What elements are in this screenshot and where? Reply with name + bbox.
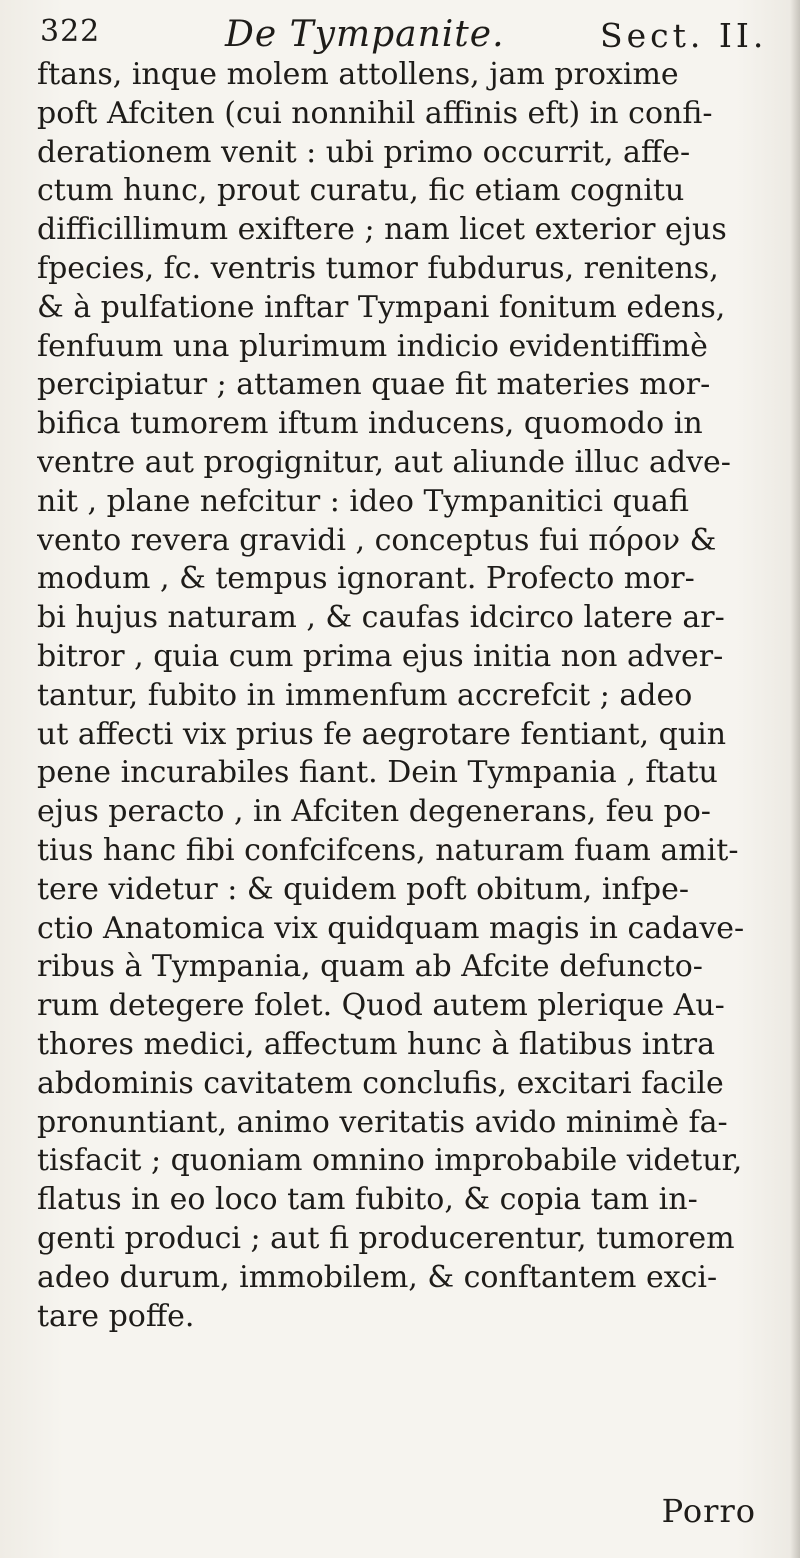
page-number: 322: [40, 14, 101, 49]
text-line: tere videtur : & quidem poft obitum, infpe-: [37, 871, 689, 907]
text-line: tisfacit ; quoniam omnino improbabile videtur,: [37, 1143, 743, 1179]
text-line: modum , & tempus ignorant. Profecto mor-: [37, 561, 695, 597]
text-line: vento revera gravidi , conceptus fui πόρον &: [37, 522, 717, 558]
text-line: bifica tumorem iftum inducens, quomodo in: [37, 406, 703, 442]
text-line: poft Afciten (cui nonnihil affinis eft) in confi-: [37, 95, 713, 131]
text-line: flatus in eo loco tam fubito, & copia tam in-: [37, 1182, 698, 1218]
text-line: fpecies, fc. ventris tumor fubdurus, renitens,: [37, 250, 719, 286]
text-line: ribus à Tympania, quam ab Afcite defuncto-: [37, 949, 703, 985]
text-line: percipiatur ; attamen quae fit materies mor-: [37, 367, 711, 403]
text-line: nit , plane nefcitur : ideo Tympanitici quafi: [37, 483, 689, 519]
text-line: tantur, fubito in immenfum accrefcit ; adeo: [37, 677, 693, 713]
text-line: adeo durum, immobilem, & conftantem exci-: [37, 1259, 718, 1295]
text-line: difficillimum exiftere ; nam licet exterior ejus: [37, 212, 727, 248]
text-line: tare poffe.: [37, 1298, 195, 1334]
body-text: [37, 56, 777, 1336]
text-line: ventre aut progignitur, aut aliunde illuc adve-: [37, 444, 731, 480]
text-line: rum detegere folet. Quod autem plerique Au-: [37, 988, 725, 1024]
text-line: ctum hunc, prout curatu, fic etiam cognitu: [37, 173, 685, 209]
text-line: & à pulfatione inftar Tympani fonitum edens,: [37, 289, 726, 325]
text-line: ctio Anatomica vix quidquam magis in cadave-: [37, 910, 745, 946]
text-line: fenfuum una plurimum indicio evidentiffimè: [37, 328, 708, 364]
text-line: tius hanc fibi confcifcens, naturam fuam amit-: [37, 832, 739, 868]
text-line: ftans, inque molem attollens, jam proxime: [37, 57, 679, 92]
text-line: bi hujus naturam , & caufas idcirco latere ar-: [37, 600, 725, 636]
text-line: bitror , quia cum prima ejus initia non adver-: [37, 638, 724, 674]
text-line: derationem venit : ubi primo occurrit, affe-: [37, 134, 691, 170]
text-line: thores medici, affectum hunc à flatibus intra: [37, 1026, 715, 1062]
text-line: pronuntiant, animo veritatis avido minimè fa-: [37, 1104, 728, 1140]
catchword: Porro: [661, 1492, 756, 1530]
section-label: Sect. II.: [600, 16, 768, 55]
running-title: De Tympanite.: [225, 14, 505, 55]
text-line: abdominis cavitatem conclufis, excitari facile: [37, 1065, 724, 1101]
text-line: pene incurabiles fiant. Dein Tympania , ftatu: [37, 755, 718, 791]
page-edge-shadow: [790, 0, 800, 1558]
text-line: ejus peracto , in Afciten degenerans, feu po-: [37, 794, 711, 830]
text-line: ut affecti vix prius fe aegrotare fentiant, quin: [37, 716, 727, 752]
text-line: genti produci ; aut fi producerentur, tumorem: [37, 1220, 735, 1256]
page-header: [40, 14, 780, 58]
